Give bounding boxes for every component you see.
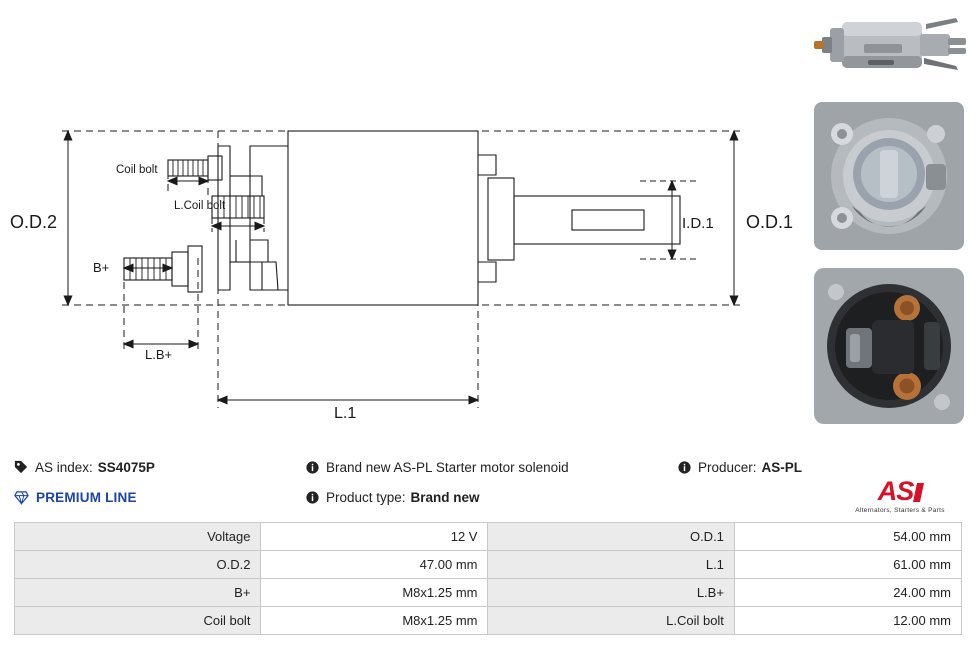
- spec-label: O.D.2: [15, 551, 261, 579]
- producer-label: Producer:: [698, 459, 757, 475]
- label-l-coil-bolt: L.Coil bolt: [174, 200, 226, 212]
- label-l-b-plus: L.B+: [145, 347, 173, 362]
- solenoid-front-view-photo[interactable]: [806, 94, 972, 258]
- info-row-2: [14, 482, 962, 512]
- as-index-label: AS index:: [35, 459, 93, 475]
- as-index-value: SS4075P: [97, 459, 155, 475]
- spec-label: B+: [15, 579, 261, 607]
- as-index-cell: [14, 460, 306, 475]
- spec-label: L.B+: [488, 579, 734, 607]
- tag-icon: [14, 460, 28, 474]
- spec-label: L.1: [488, 551, 734, 579]
- as-logo-bar: [913, 483, 924, 502]
- spec-label: L.Coil bolt: [488, 607, 734, 635]
- as-logo-text: AS: [877, 476, 914, 506]
- table-row: [15, 551, 962, 579]
- producer-value: AS-PL: [761, 459, 803, 475]
- as-pl-logo: [840, 478, 960, 514]
- spec-value: M8x1.25 mm: [261, 607, 488, 635]
- description-cell: [306, 460, 678, 475]
- solenoid-side-view-photo[interactable]: [806, 4, 972, 90]
- solenoid-terminal-view-photo[interactable]: [806, 262, 972, 430]
- diamond-icon: [14, 490, 29, 505]
- label-coil-bolt: Coil bolt: [116, 164, 158, 176]
- spec-value: 47.00 mm: [261, 551, 488, 579]
- label-b-plus: B+: [93, 260, 110, 275]
- table-row: [15, 579, 962, 607]
- spec-value: 61.00 mm: [734, 551, 961, 579]
- spec-value: 12 V: [261, 523, 488, 551]
- info-row-1: [14, 452, 962, 482]
- product-type-label: Product type:: [326, 489, 406, 505]
- product-photo-gallery: [806, 4, 972, 432]
- premium-line-cell: [14, 490, 306, 505]
- info-icon: [678, 461, 691, 474]
- product-type-cell: [306, 490, 678, 505]
- description-text: Brand new AS-PL Starter motor solenoid: [326, 459, 569, 475]
- spec-value: 54.00 mm: [734, 523, 961, 551]
- label-id1: I.D.1: [682, 215, 714, 232]
- as-logo-subtitle: Alternators, Starters & Parts: [855, 507, 945, 514]
- info-icon: [306, 461, 319, 474]
- spec-value: 24.00 mm: [734, 579, 961, 607]
- table-row: [15, 607, 962, 635]
- spec-value: M8x1.25 mm: [261, 579, 488, 607]
- product-type-value: Brand new: [410, 489, 480, 505]
- premium-line-label: PREMIUM LINE: [36, 489, 137, 505]
- table-row: [15, 523, 962, 551]
- specification-table: [14, 522, 962, 635]
- spec-label: Voltage: [15, 523, 261, 551]
- info-icon: [306, 491, 319, 504]
- spec-label: O.D.1: [488, 523, 734, 551]
- label-od2: O.D.2: [10, 212, 58, 232]
- spec-value: 12.00 mm: [734, 607, 961, 635]
- label-l1: L.1: [334, 405, 357, 422]
- producer-cell: [678, 460, 962, 475]
- spec-label: Coil bolt: [15, 607, 261, 635]
- label-od1: O.D.1: [746, 212, 794, 232]
- product-info-block: [14, 452, 962, 512]
